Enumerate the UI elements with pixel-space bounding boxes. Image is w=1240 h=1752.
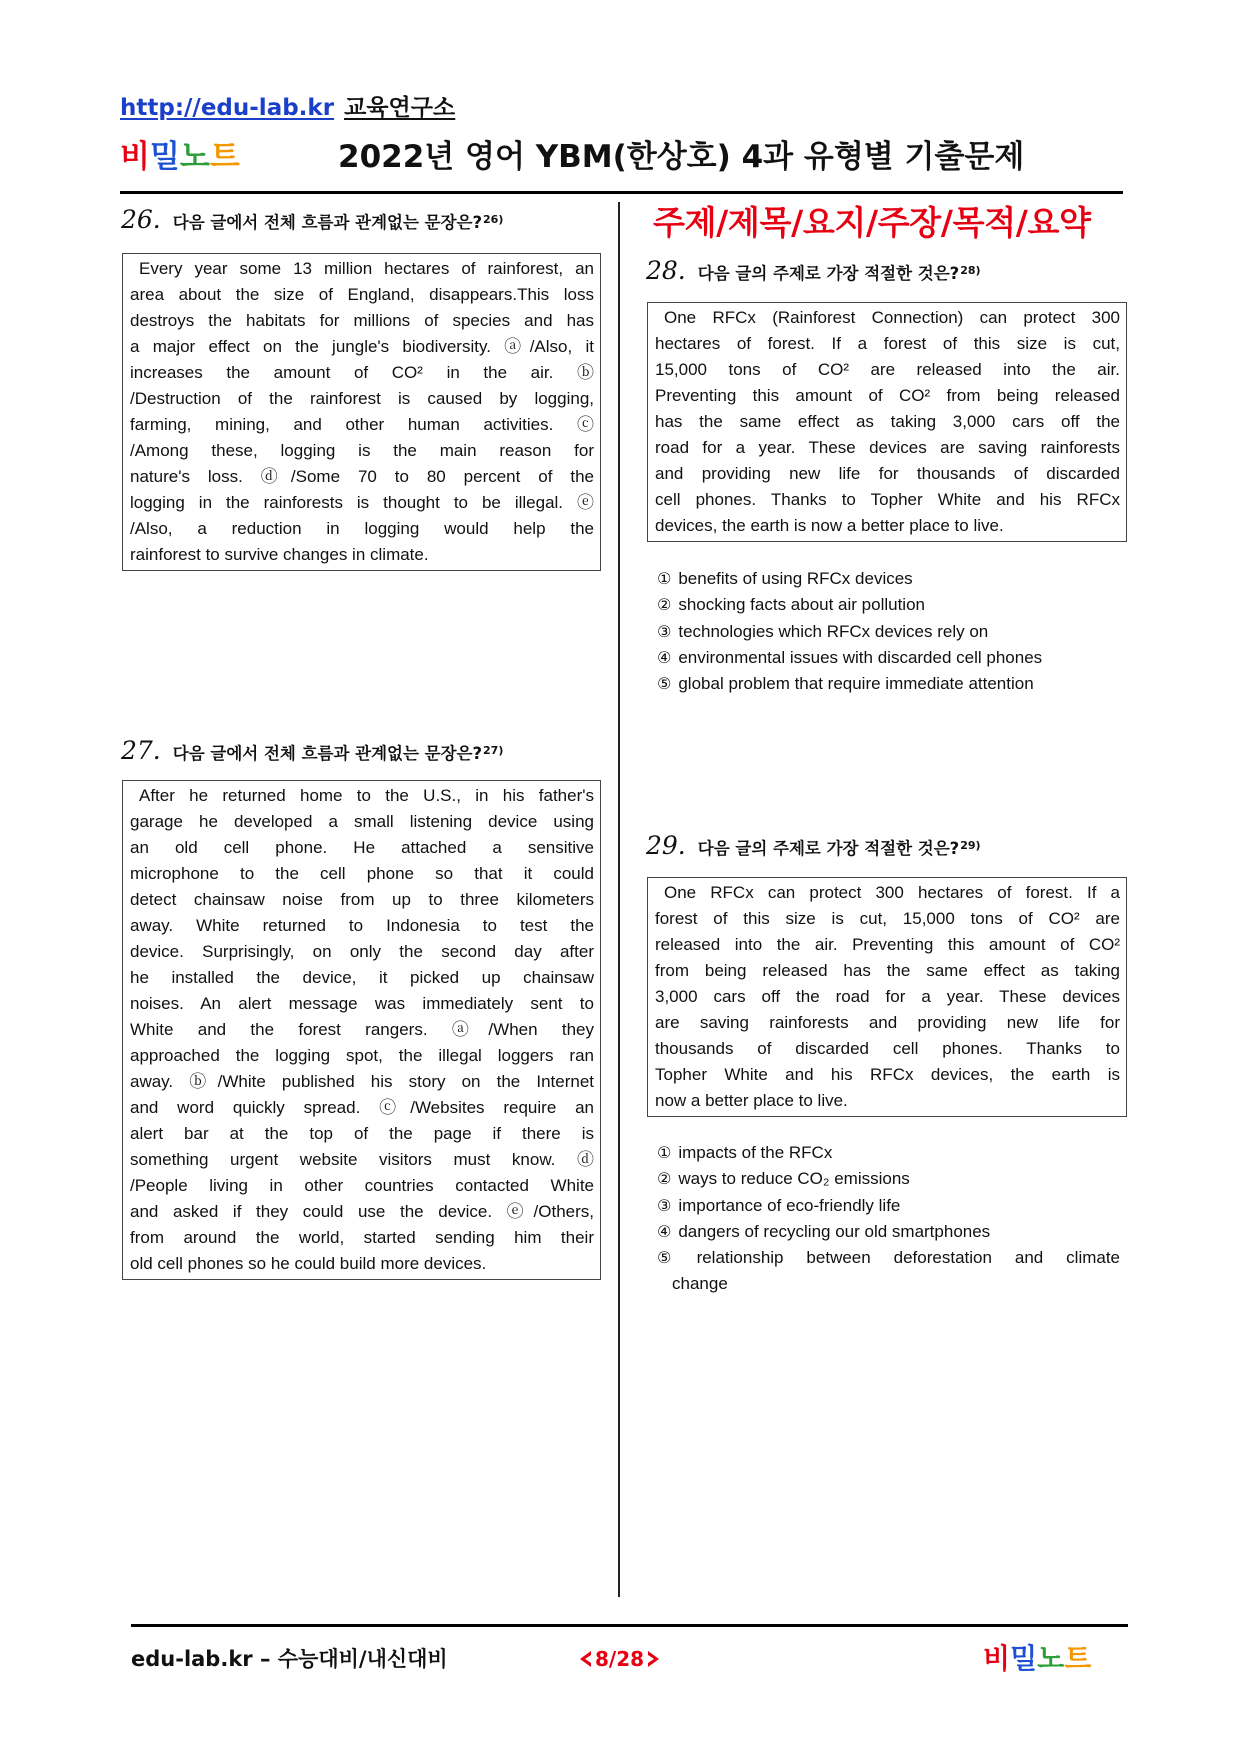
passage-line: devices, the earth is now a better place to live. <box>655 516 1004 535</box>
header-divider <box>120 191 1123 194</box>
passage-line: /Destruction of the rainforest is caused by logging, <box>130 389 594 408</box>
option-marker: ③ <box>657 1195 672 1215</box>
passage-line: noises. An alert message was immediately sent to <box>130 994 594 1013</box>
question-number: 28. <box>646 256 686 285</box>
brand-char: 비 <box>983 1642 1011 1675</box>
passage-line: away. ⓑ/White published his story on the Internet <box>130 1072 594 1091</box>
option-marker: ③ <box>657 621 672 641</box>
answer-option <box>657 671 1122 697</box>
passage-line: /Also, a reduction in logging would help the <box>130 519 594 538</box>
brand-char: 밀 <box>149 139 180 175</box>
answer-option <box>657 1166 1120 1192</box>
brand-logo <box>120 139 240 175</box>
passage-line: increases the amount of CO² in the air. ⓑ <box>130 363 594 382</box>
option-text-continued: change <box>672 1274 728 1294</box>
passage-line: nature's loss. ⓓ/Some 70 to 80 percent of the <box>130 467 594 486</box>
answer-option <box>657 1140 1120 1166</box>
option-text: global problem that require immediate attention <box>678 674 1034 694</box>
question-26-passage <box>122 253 601 571</box>
brand-char: 노 <box>1037 1642 1065 1675</box>
option-marker: ④ <box>657 1221 672 1241</box>
passage-line: /People living in other countries contacted White <box>130 1176 594 1195</box>
option-marker: ⑤ <box>657 1248 690 1268</box>
option-text: dangers of recycling our old smartphones <box>678 1221 991 1241</box>
passage-line: an old cell phone. He attached a sensitive <box>130 838 594 857</box>
brand-char: 밀 <box>1010 1642 1038 1675</box>
option-text: ways to reduce CO₂ emissions <box>678 1169 910 1189</box>
passage-line: and providing new life for thousands of discarded <box>655 464 1120 483</box>
passage-line: something urgent website visitors must know. ⓓ <box>130 1150 594 1169</box>
passage-line: approached the logging spot, the illegal loggers ran <box>130 1046 594 1065</box>
option-marker: ① <box>657 569 672 588</box>
option-line <box>657 1245 1120 1271</box>
passage-line: garage he developed a small listening device using <box>130 812 594 831</box>
answer-option <box>657 592 1122 618</box>
option-marker: ① <box>657 1143 672 1162</box>
brand-char: 비 <box>120 139 150 175</box>
option-text: technologies which RFCx devices rely on <box>678 621 989 641</box>
passage-line: 3,000 cars off the road for a year. These devices <box>655 987 1120 1006</box>
answer-option <box>657 645 1122 671</box>
passage-line: road for a year. These devices are saving rainforests <box>655 438 1120 457</box>
answer-option <box>657 1193 1120 1219</box>
option-text: environmental issues with discarded cell phones <box>678 647 1043 667</box>
passage-line: alert bar at the top of the page if there is <box>130 1124 594 1143</box>
brand-char: 트 <box>1064 1642 1092 1675</box>
passage-line: One RFCx (Rainforest Connection) can protect 300 <box>664 308 1120 327</box>
passage-line: rainforest to survive changes in climate. <box>130 545 429 564</box>
passage-line: Topher White and his RFCx devices, the earth is <box>655 1065 1120 1084</box>
option-text: shocking facts about air pollution <box>678 595 925 615</box>
passage-line: logging in the rainforests is thought to be illegal. ⓔ <box>130 493 594 512</box>
passage-line: a major effect on the jungle's biodiversity. ⓐ/Also, it <box>130 337 594 356</box>
option-marker: ② <box>657 1169 672 1189</box>
answer-option <box>657 1245 1120 1298</box>
passage-line: thousands of discarded cell phones. Thanks to <box>655 1039 1120 1058</box>
question-28-passage <box>647 302 1127 542</box>
section-title: 주제/제목/요지/주장/목적/요약 <box>653 203 1091 242</box>
option-text: benefits of using RFCx devices <box>678 569 913 588</box>
brand-char: 노 <box>179 139 210 175</box>
passage-line: from around the world, started sending him their <box>130 1228 594 1247</box>
answer-option <box>657 619 1122 645</box>
passage-line: area about the size of England, disappears.This loss <box>130 285 594 304</box>
question-prompt: 다음 글에서 전체 흐름과 관계없는 문장은? <box>172 213 483 232</box>
question-prompt: 다음 글의 주제로 가장 적절한 것은? <box>697 839 960 858</box>
question-29-options <box>657 1140 1120 1298</box>
passage-line: farming, mining, and other human activities. ⓒ <box>130 415 594 434</box>
option-text: importance of eco-friendly life <box>678 1195 901 1215</box>
footnote-ref: 27) <box>483 744 504 757</box>
question-29-passage <box>647 877 1127 1117</box>
option-marker: ② <box>657 595 672 615</box>
question-27-passage <box>122 780 601 1280</box>
page-number: 8/28 <box>595 1647 645 1671</box>
passage-line: microphone to the cell phone so that it could <box>130 864 594 883</box>
passage-line: forest of this size is cut, 15,000 tons of CO² are <box>655 909 1120 928</box>
question-prompt: 다음 글의 주제로 가장 적절한 것은? <box>697 264 960 283</box>
question-prompt: 다음 글에서 전체 흐름과 관계없는 문장은? <box>172 744 483 763</box>
passage-line: and asked if they could use the device. ⓔ/Others, <box>130 1202 594 1221</box>
chevron-right-icon <box>647 1650 661 1668</box>
question-28-heading <box>646 257 981 290</box>
footer-divider <box>131 1624 1128 1627</box>
option-text: relationship between deforestation and climate <box>696 1248 1120 1268</box>
footer-site-tagline: edu-lab.kr – 수능대비/내신대비 <box>131 1647 448 1671</box>
option-marker: ④ <box>657 647 672 667</box>
option-text: impacts of the RFCx <box>678 1143 833 1162</box>
passage-line: One RFCx can protect 300 hectares of forest. If a <box>664 883 1120 902</box>
passage-line: from being released has the same effect as taking <box>655 961 1120 980</box>
chevron-left-icon <box>578 1650 592 1668</box>
site-org-name: 교육연구소 <box>344 95 456 121</box>
passage-line: released into the air. Preventing this amount of CO² <box>655 935 1120 954</box>
passage-line: destroys the habitats for millions of species and has <box>130 311 594 330</box>
passage-line: old cell phones so he could build more devices. <box>130 1254 487 1273</box>
footer-brand-logo <box>983 1643 1091 1675</box>
page-title: 2022년 영어 YBM(한상호) 4과 유형별 기출문제 <box>338 139 1025 175</box>
brand-char: 트 <box>209 139 240 175</box>
passage-line: Preventing this amount of CO² from being released <box>655 386 1120 405</box>
passage-line: detect chainsaw noise from up to three kilometers <box>130 890 594 909</box>
question-28-options <box>657 566 1122 697</box>
passage-line: are saving rainforests and providing new life for <box>655 1013 1120 1032</box>
question-number: 29. <box>646 831 686 860</box>
passage-line: cell phones. Thanks to Topher White and his RFCx <box>655 490 1120 509</box>
passage-line: /Among these, logging is the main reason for <box>130 441 594 460</box>
passage-line: he installed the device, it picked up chainsaw <box>130 968 594 987</box>
passage-line: White and the forest rangers. ⓐ/When they <box>130 1020 594 1039</box>
answer-option <box>657 1219 1120 1245</box>
question-29-heading <box>646 832 981 865</box>
column-divider <box>618 202 620 1597</box>
passage-line: device. Surprisingly, on only the second day after <box>130 942 594 961</box>
question-27-heading <box>121 737 503 770</box>
question-number: 26. <box>121 205 161 234</box>
passage-line: now a better place to live. <box>655 1091 848 1110</box>
footnote-ref: 29) <box>960 839 981 852</box>
page-indicator <box>578 1645 661 1673</box>
passage-line: 15,000 tons of CO² are released into the air. <box>655 360 1120 379</box>
passage-line: hectares of forest. If a forest of this size is cut, <box>655 334 1120 353</box>
passage-line: After he returned home to the U.S., in his father's <box>139 786 594 805</box>
passage-line: has the same effect as taking 3,000 cars off the <box>655 412 1120 431</box>
question-26-heading <box>121 206 503 239</box>
question-number: 27. <box>121 736 161 765</box>
option-marker: ⑤ <box>657 674 672 694</box>
answer-option <box>657 566 1122 592</box>
site-url-link[interactable]: http://edu-lab.kr <box>120 95 335 121</box>
footnote-ref: 26) <box>483 213 504 226</box>
passage-line: away. White returned to Indonesia to test the <box>130 916 594 935</box>
footnote-ref: 28) <box>960 264 981 277</box>
site-header <box>120 93 455 123</box>
passage-line: Every year some 13 million hectares of rainforest, an <box>139 259 594 278</box>
passage-line: and word quickly spread. ⓒ/Websites require an <box>130 1098 594 1117</box>
